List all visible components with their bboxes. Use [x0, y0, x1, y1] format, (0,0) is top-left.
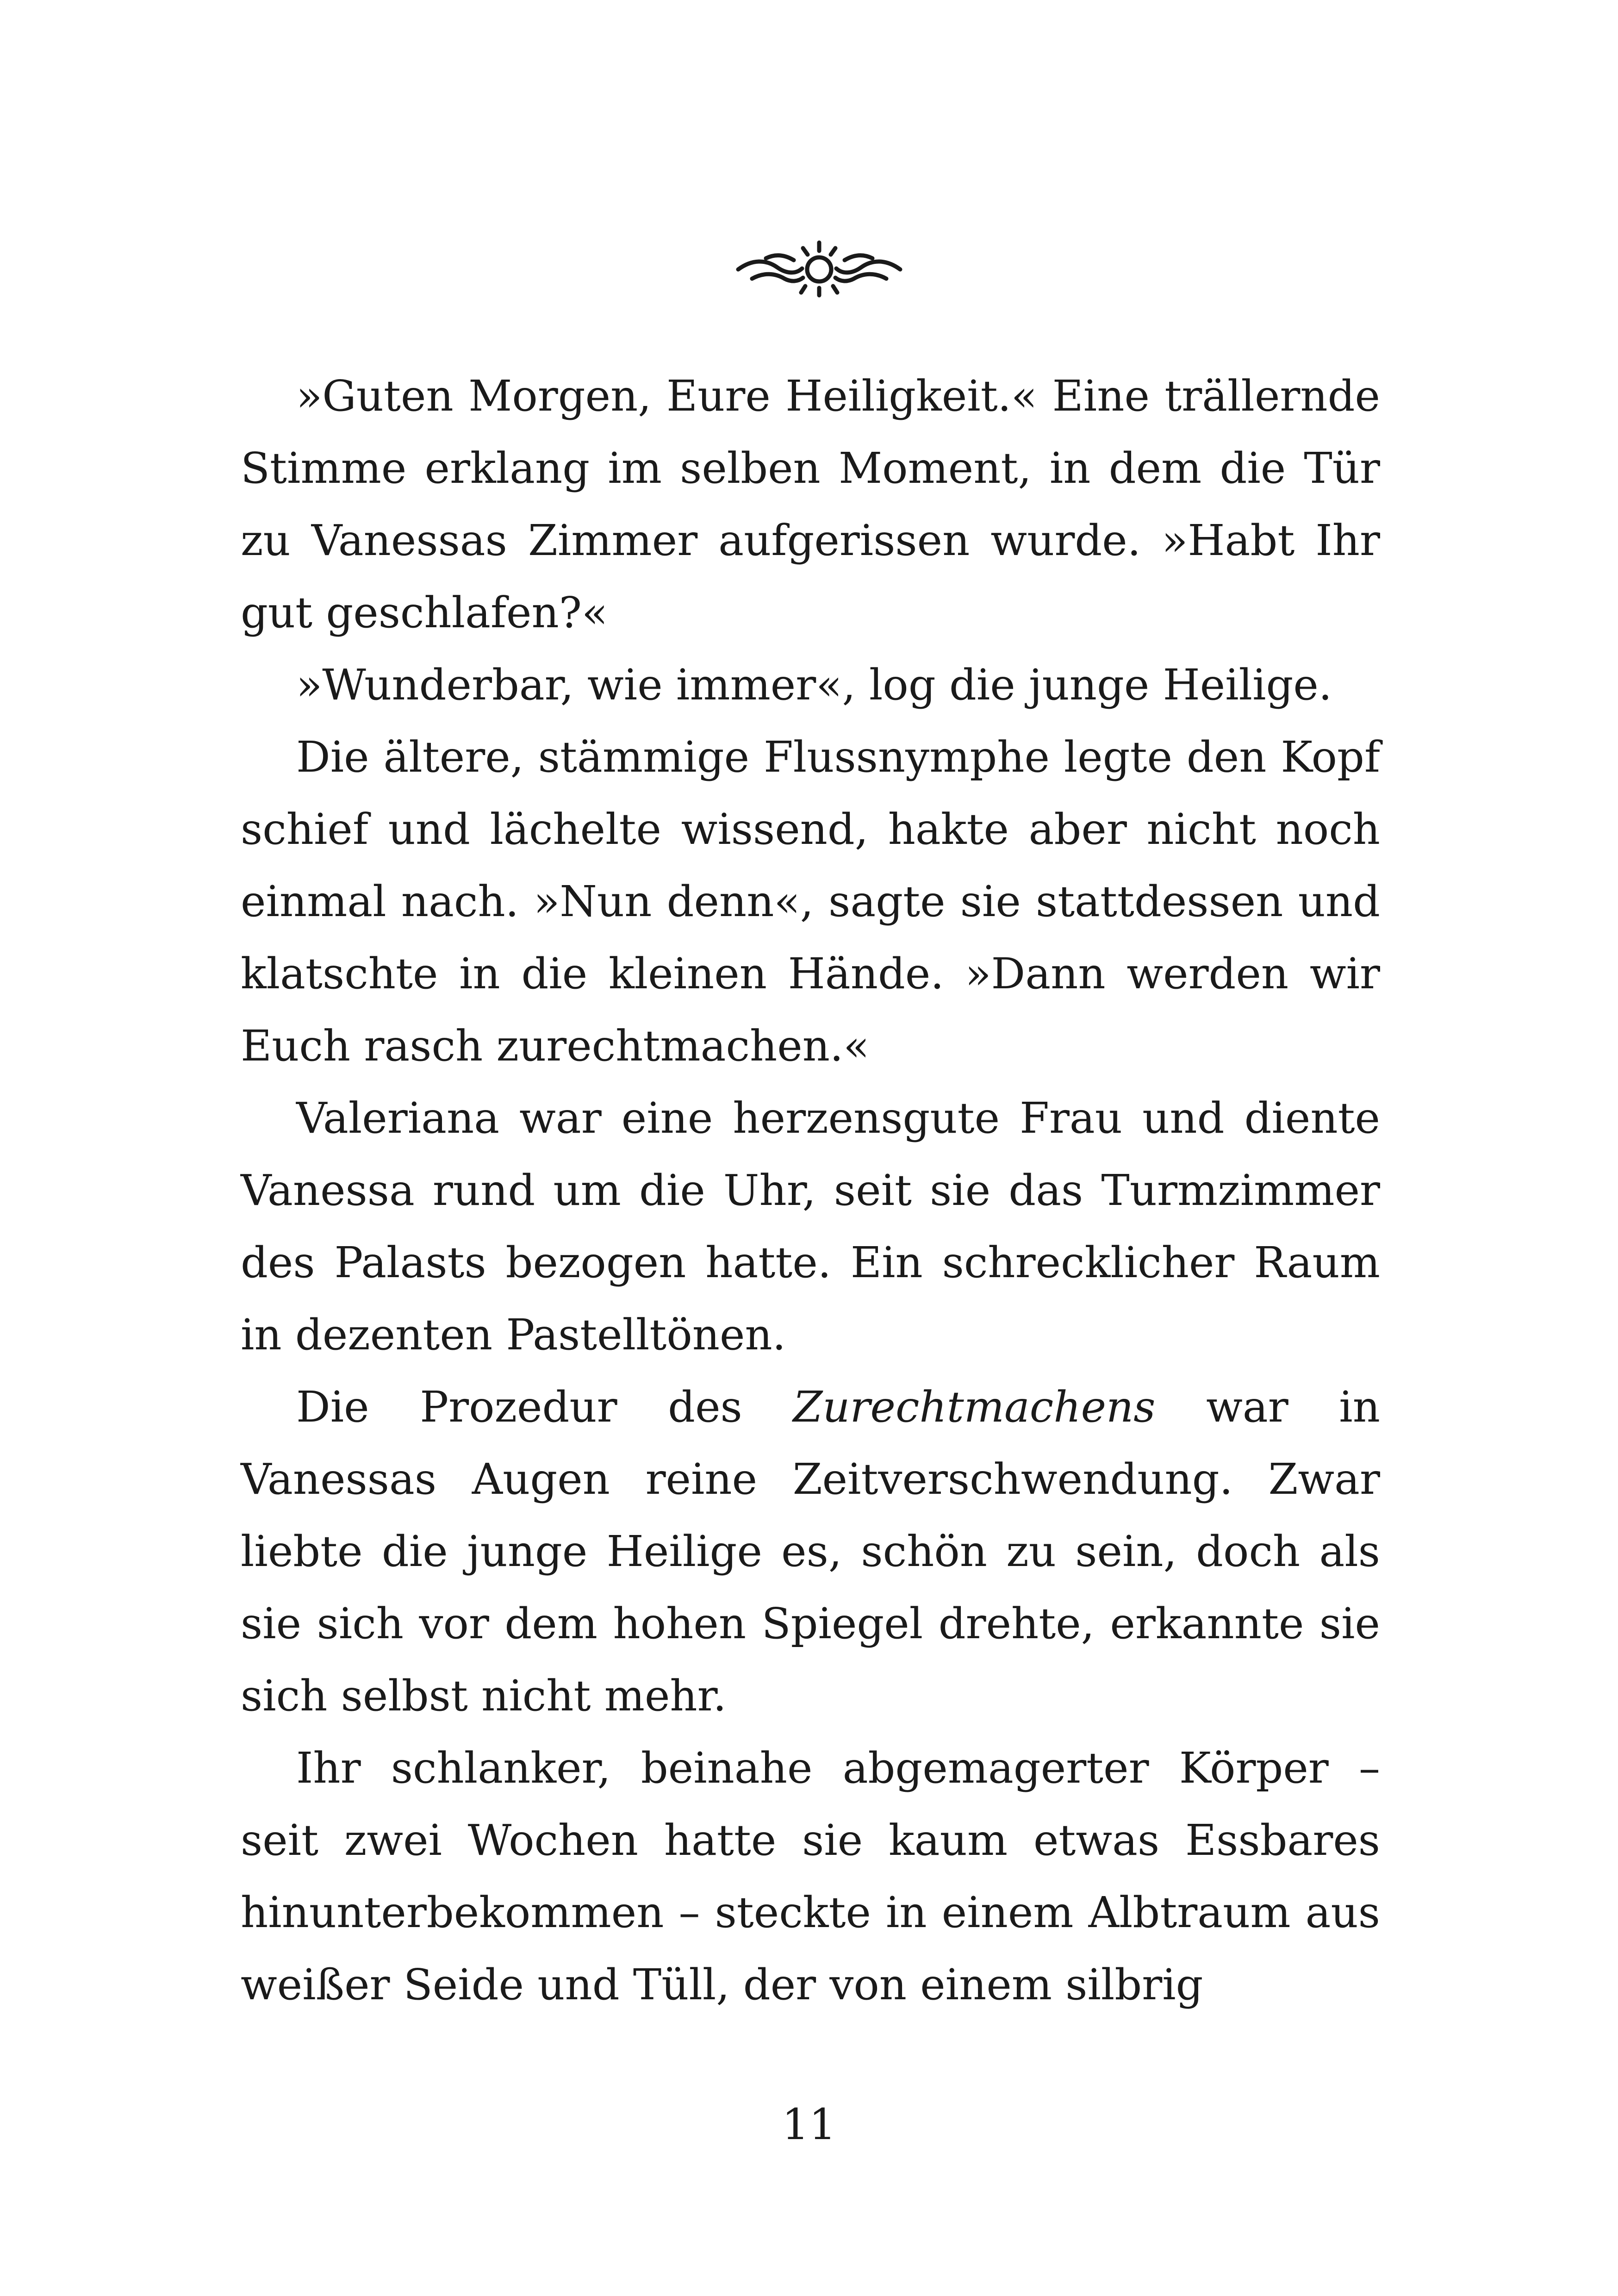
paragraph [241, 1371, 1380, 1732]
paragraph: Ihr schlanker, beinahe abgemagerter Körper – seit zwei Wochen hatte sie kaum etwas Essbares hinunterbekommen – steckte in einem Albtraum aus weißer Seide und Tüll, der von einem silbrig [241, 1743, 1380, 2009]
paragraph-text: Die Prozedur des [296, 1382, 793, 1432]
body-text [241, 360, 1380, 2021]
paragraph: Die ältere, stämmige Flussnymphe legte den Kopf schief und lächelte wissend, hakte aber nicht noch einmal nach. »Nun denn«, sagte sie stattdessen und klatschte in die kleinen Hände. »Dann werden wir Euch rasch zurechtmachen.« [241, 732, 1380, 1071]
paragraph: Valeriana war eine herzensgute Frau und diente Vanessa rund um die Uhr, seit sie das Turmzimmer des Palasts bezogen hatte. Ein schrecklicher Raum in dezenten Pastelltönen. [241, 1093, 1380, 1360]
paragraph: »Wunderbar, wie immer«, log die junge Heilige. [296, 660, 1332, 710]
page-number: 11 [782, 2100, 836, 2149]
paragraph: »Guten Morgen, Eure Heiligkeit.« Eine trällernde Stimme erklang im selben Moment, in dem die Tür zu Vanessas Zimmer aufgerissen wurde. »Habt Ihr gut geschlafen?« [241, 371, 1380, 637]
italic-term: Zurechtmachens [793, 1382, 1156, 1432]
sun-wave-ornament-icon [734, 236, 905, 301]
paragraph-text: war in Vanessas Augen reine Zeitverschwendung. Zwar liebte die junge Heilige es, schön zu sein, doch als sie sich vor dem hohen Spiegel drehte, erkannte sie sich selbst nicht mehr. [241, 1382, 1380, 1721]
